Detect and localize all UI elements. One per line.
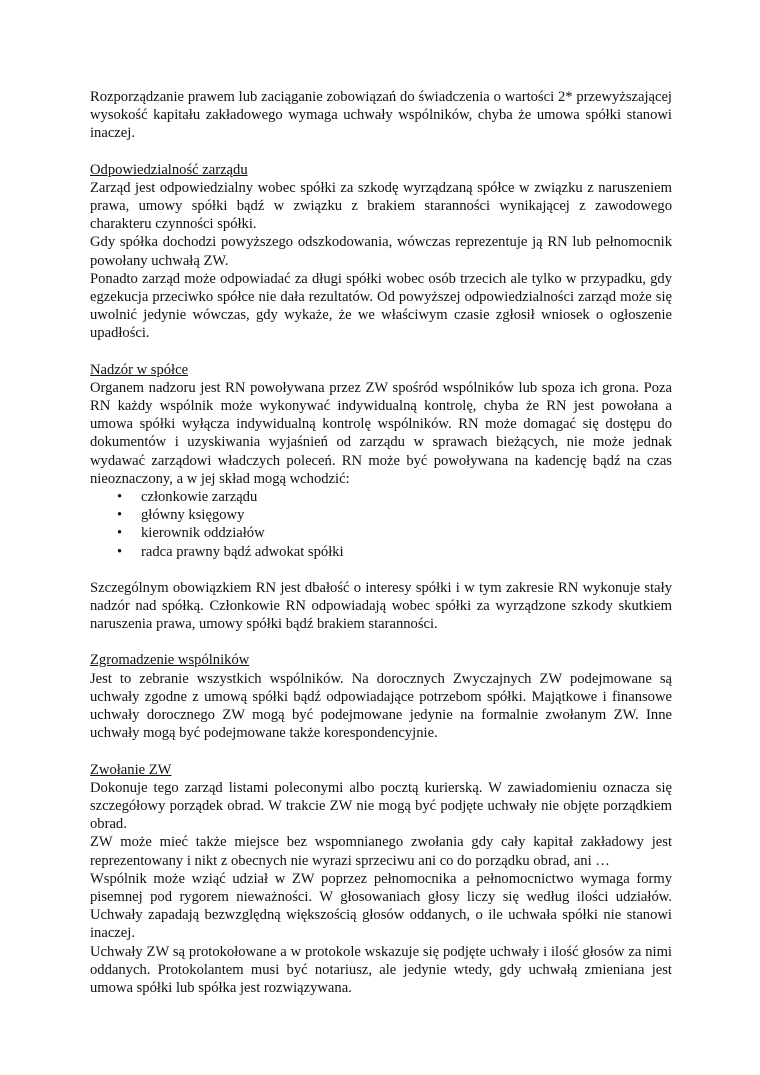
convening-paragraph-1: Dokonuje tego zarząd listami poleconymi albo pocztą kurierską. W zawiadomieniu oznacza się szczegółowy porządek obrad. W trakcie ZW nie mogą być podjęte uchwały nie objęte porządkiem obrad. <box>90 779 672 833</box>
list-item <box>117 506 672 524</box>
board-liability-paragraph-3: Ponadto zarząd może odpowiadać za długi spółki wobec osób trzecich ale tylko w przypadku, gdy egzekucja przeciwko spółce nie dała rezultatów. Od powyższej odpowiedzialności zarząd może się uwolnić jedynie wówczas, gdy wykaże, że we właściwym czasie zgłosił wniosek o ogłoszenie upadłości. <box>90 270 672 342</box>
list-item <box>117 543 672 561</box>
bullet-icon: • <box>117 543 123 560</box>
bullet-icon: • <box>117 507 123 524</box>
section-heading-supervision: Nadzór w spółce <box>90 361 189 378</box>
spacer <box>90 143 672 161</box>
document-page <box>90 88 672 997</box>
supervision-bullet-list <box>90 488 672 561</box>
list-item-text: radca prawny bądź adwokat spółki <box>141 543 344 560</box>
board-liability-paragraph-1: Zarząd jest odpowiedzialny wobec spółki za szkodę wyrządzaną spółce w związku z naruszeniem prawa, umowy spółki bądź w związku z brakiem staranności wynikającej z zawodowego charakteru czynności spółki. <box>90 179 672 233</box>
spacer <box>90 743 672 761</box>
list-item-text: kierownik oddziałów <box>141 525 265 542</box>
convening-paragraph-4: Uchwały ZW są protokołowane a w protokole wskazuje się podjęte uchwały i ilość głosów za nimi oddanych. Protokolantem musi być notariusz, ale jedynie wtedy, gdy uchwałą zmieniana jest umowa spółki lub spółka jest rozwiązywana. <box>90 943 672 996</box>
bullet-icon: • <box>117 525 123 542</box>
bullet-icon: • <box>117 489 123 506</box>
intro-paragraph: Rozporządzanie prawem lub zaciąganie zobowiązań do świadczenia o wartości 2* przewyższającej wysokość kapitału zakładowego wymaga uchwały wspólników, chyba że umowa spółki stanowi inaczej. <box>90 89 672 142</box>
board-liability-paragraph-2: Gdy spółka dochodzi powyższego odszkodowania, wówczas reprezentuje ją RN lub pełnomocnik powołany uchwałą ZW. <box>90 234 672 269</box>
list-item <box>117 488 672 506</box>
convening-paragraph-3: Wspólnik może wziąć udział w ZW poprzez pełnomocnika a pełnomocnictwo wymaga formy pisemnej pod rygorem nieważności. W głosowaniach głosy liczy się według ilości udziałów. Uchwały zapadają bezwzględną większością głosów oddanych, o ile uchwała spółki nie stanowi inaczej. <box>90 870 672 942</box>
supervision-after-paragraph: Szczególnym obowiązkiem RN jest dbałość o interesy spółki i w tym zakresie RN wykonuje stały nadzór nad spółką. Członkowie RN odpowiadają wobec spółki za wyrządzone szkody skutkiem naruszenia prawa, umowy spółki bądź brakiem staranności. <box>90 579 672 633</box>
section-heading-convening: Zwołanie ZW <box>90 761 172 778</box>
spacer <box>90 343 672 361</box>
list-item-text: główny księgowy <box>141 507 245 524</box>
assembly-paragraph: Jest to zebranie wszystkich wspólników. Na dorocznych Zwyczajnych ZW podejmowane są uchwały zgodne z umową spółki bądź odpowiadające potrzebom spółki. Majątkowe i finansowe uchwały dorocznego ZW mogą być podejmowane jedynie na formalnie zwołanym ZW. Inne uchwały mogą być podejmowane także korespondencyjnie. <box>90 670 672 742</box>
convening-paragraph-2: ZW może mieć także miejsce bez wspomnianego zwołania gdy cały kapitał zakładowy jest reprezentowany i nikt z obecnych nie wyrazi sprzeciwu ani co do porządku obrad, ani … <box>90 834 672 869</box>
spacer <box>90 561 672 579</box>
list-item-text: członkowie zarządu <box>141 489 258 506</box>
list-item <box>117 524 672 542</box>
spacer <box>90 633 672 651</box>
section-heading-board-liability: Odpowiedzialność zarządu <box>90 161 248 178</box>
supervision-paragraph: Organem nadzoru jest RN powoływana przez ZW spośród wspólników lub spoza ich grona. Poza RN każdy wspólnik może wykonywać indywidualną kontrolę, chyba że RN jest powołana a umowa spółki wyłącza indywidualną kontrolę wspólników. RN może domagać się dostępu do dokumentów i uzyskiwania wyjaśnień od zarządu w sprawach bieżących, nie może jednak wydawać zarządowi władczych poleceń. RN może być powoływana na kadencję bądź na czas nieoznaczony, a w jej skład mogą wchodzić: <box>90 379 672 487</box>
section-heading-assembly: Zgromadzenie wspólników <box>90 652 250 669</box>
